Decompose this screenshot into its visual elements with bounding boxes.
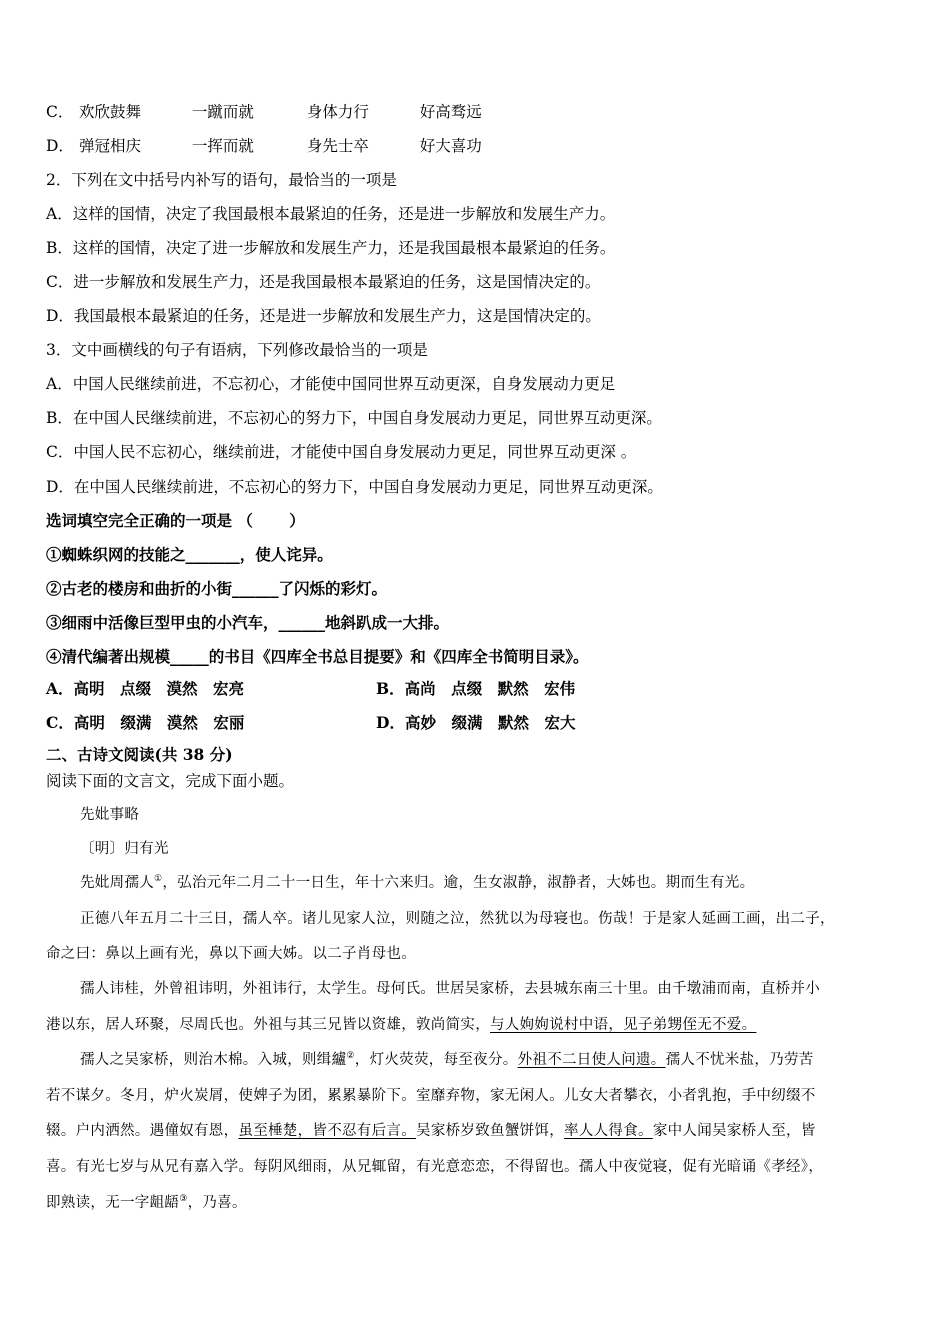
q3-option-d: D．在中国人民继续前进，不忘初心的努力下，中国自身发展动力更足，同世界互动更深。 xyxy=(46,478,663,496)
q3-stem: 3．文中画横线的句子有语病，下列修改最恰当的一项是 xyxy=(46,341,428,359)
text-segment: 孺人不忧米盐，乃劳苦 xyxy=(665,1052,814,1068)
fill-sentence-4: ④清代编著出规模_____的书目《四库全书总目提要》和《四库全书简明目录》。 xyxy=(46,647,589,666)
q2-option-b: B．这样的国情，决定了进一步解放和发展生产力，还是我国最根本最紧迫的任务。 xyxy=(46,239,616,257)
text-segment: ，弘治元年二月二十一日生，年十六来归。逾，生女淑静，淑静者，大姊也。期而生有光。 xyxy=(162,875,755,891)
passage-paragraph-4-line-5 xyxy=(46,1193,247,1213)
option-item: 身先士卒 xyxy=(306,137,369,155)
fill-sentence-3: ③细雨中活像巨型甲虫的小汽车，______地斜趴成一大排。 xyxy=(46,613,450,632)
text-segment: 吴家桥岁致鱼蟹饼饵， xyxy=(416,1123,565,1139)
underlined-sentence: 率人人得食。 xyxy=(564,1123,653,1139)
text-segment: 孺人之吴家桥，则治木棉。入城，则缉纑 xyxy=(80,1052,347,1068)
option-item: 一蹴而就 xyxy=(191,103,254,121)
q1-option-d xyxy=(46,136,482,156)
option-label: C． xyxy=(46,103,74,121)
passage-title: 先妣事略 xyxy=(80,807,140,823)
text-segment: 先妣周孺人 xyxy=(80,875,154,891)
passage-paragraph-1 xyxy=(80,873,754,893)
text-segment: 家中人闻吴家桥人至，皆 xyxy=(652,1123,816,1139)
passage-paragraph-2-line-1: 正德八年五月二十三日，孺人卒。诸儿见家人泣，则随之泣，然犹以为母寝也。伤哉！于是家人延画工画，出二子， xyxy=(80,911,835,927)
q2-option-c: C．进一步解放和发展生产力，还是我国最根本最紧迫的任务，这是国情决定的。 xyxy=(46,273,601,291)
text-segment: 港以东，居人环聚，尽周氏也。外祖与其三兄皆以资雄，敦尚简实， xyxy=(46,1017,490,1033)
fill-option-c: C．高明 缀满 漠然 宏丽 xyxy=(46,713,245,732)
fill-sentence-1: ①蜘蛛织网的技能之_______，使人诧异。 xyxy=(46,545,333,564)
passage-paragraph-4-line-3 xyxy=(46,1121,816,1141)
q1-option-c xyxy=(46,102,482,122)
fill-option-d: D．高妙 缀满 默然 宏大 xyxy=(376,713,576,732)
fill-stem: 选词填空完全正确的一项是 （ ） xyxy=(46,511,305,530)
passage-paragraph-3-line-2 xyxy=(46,1015,756,1035)
fill-sentence-2: ②古老的楼房和曲折的小街______了闪烁的彩灯。 xyxy=(46,579,388,598)
q2-option-d: D．我国最根本最紧迫的任务，还是进一步解放和发展生产力，这是国情决定的。 xyxy=(46,307,601,325)
q2-option-a: A．这样的国情，决定了我国最根本最紧迫的任务，还是进一步解放和发展生产力。 xyxy=(46,205,616,223)
underlined-sentence: 与人姁姁说村中语，见子弟甥侄无不爱。 xyxy=(490,1017,757,1033)
option-item: 好大喜功 xyxy=(419,137,482,155)
passage-paragraph-4-line-2: 若不谋夕。冬月，炉火炭屑，使婢子为团，累累暴阶下。室靡弃物，家无闲人。儿女大者攀衣，小者乳抱，手中纫缀不 xyxy=(46,1088,816,1104)
option-item: 一挥而就 xyxy=(191,137,254,155)
passage-paragraph-3-line-1: 孺人讳桂，外曾祖讳明，外祖讳行，太学生。母何氏。世居吴家桥，去县城东南三十里。由千墩浦而南，直桥并小 xyxy=(80,981,820,997)
text-segment: 辍。户内洒然。遇僮奴有恩， xyxy=(46,1123,239,1139)
passage-paragraph-4-line-1 xyxy=(80,1050,814,1070)
text-segment: 即熟读，无一字龃龉 xyxy=(46,1195,180,1211)
section-heading: 二、古诗文阅读(共 38 分) xyxy=(46,745,233,764)
passage-author: 〔明〕归有光 xyxy=(80,841,169,857)
underlined-sentence: 外祖不二日使人问遗。 xyxy=(517,1052,666,1068)
q3-option-b: B．在中国人民继续前进，不忘初心的努力下，中国自身发展动力更足，同世界互动更深。 xyxy=(46,409,662,427)
footnote-marker: ① xyxy=(154,874,163,885)
passage-paragraph-2-line-2: 命之曰：鼻以上画有光，鼻以下画大姊。以二子肖母也。 xyxy=(46,946,416,962)
fill-option-b: B．高尚 点缀 默然 宏伟 xyxy=(376,679,576,698)
q2-stem: 2．下列在文中括号内补写的语句，最恰当的一项是 xyxy=(46,171,397,189)
passage-paragraph-4-line-4: 喜。有光七岁与从兄有嘉入学。每阴风细雨，从兄辄留，有光意恋恋，不得留也。孺人中夜觉寝，促有光暗诵《孝经》， xyxy=(46,1159,824,1175)
footnote-marker: ③ xyxy=(179,1194,188,1205)
text-segment: ，灯火荧荧，每至夜分。 xyxy=(354,1052,518,1068)
text-segment: ，乃喜。 xyxy=(187,1195,247,1211)
option-item: 弹冠相庆 xyxy=(78,137,141,155)
section-instruction: 阅读下面的文言文，完成下面小题。 xyxy=(46,772,295,790)
fill-option-a: A．高明 点缀 漠然 宏亮 xyxy=(46,679,245,698)
option-item: 身体力行 xyxy=(306,103,369,121)
underlined-sentence: 虽至棰楚，皆不忍有后言。 xyxy=(238,1123,417,1139)
option-label: D． xyxy=(46,137,74,155)
option-item: 好高骛远 xyxy=(419,103,482,121)
option-item: 欢欣鼓舞 xyxy=(78,103,141,121)
q3-option-c: C．中国人民不忘初心，继续前进，才能使中国自身发展动力更足，同世界互动更深 。 xyxy=(46,443,637,461)
q3-option-a: A．中国人民继续前进，不忘初心，才能使中国同世界互动更深，自身发展动力更足 xyxy=(46,375,616,393)
footnote-marker: ② xyxy=(346,1051,355,1062)
